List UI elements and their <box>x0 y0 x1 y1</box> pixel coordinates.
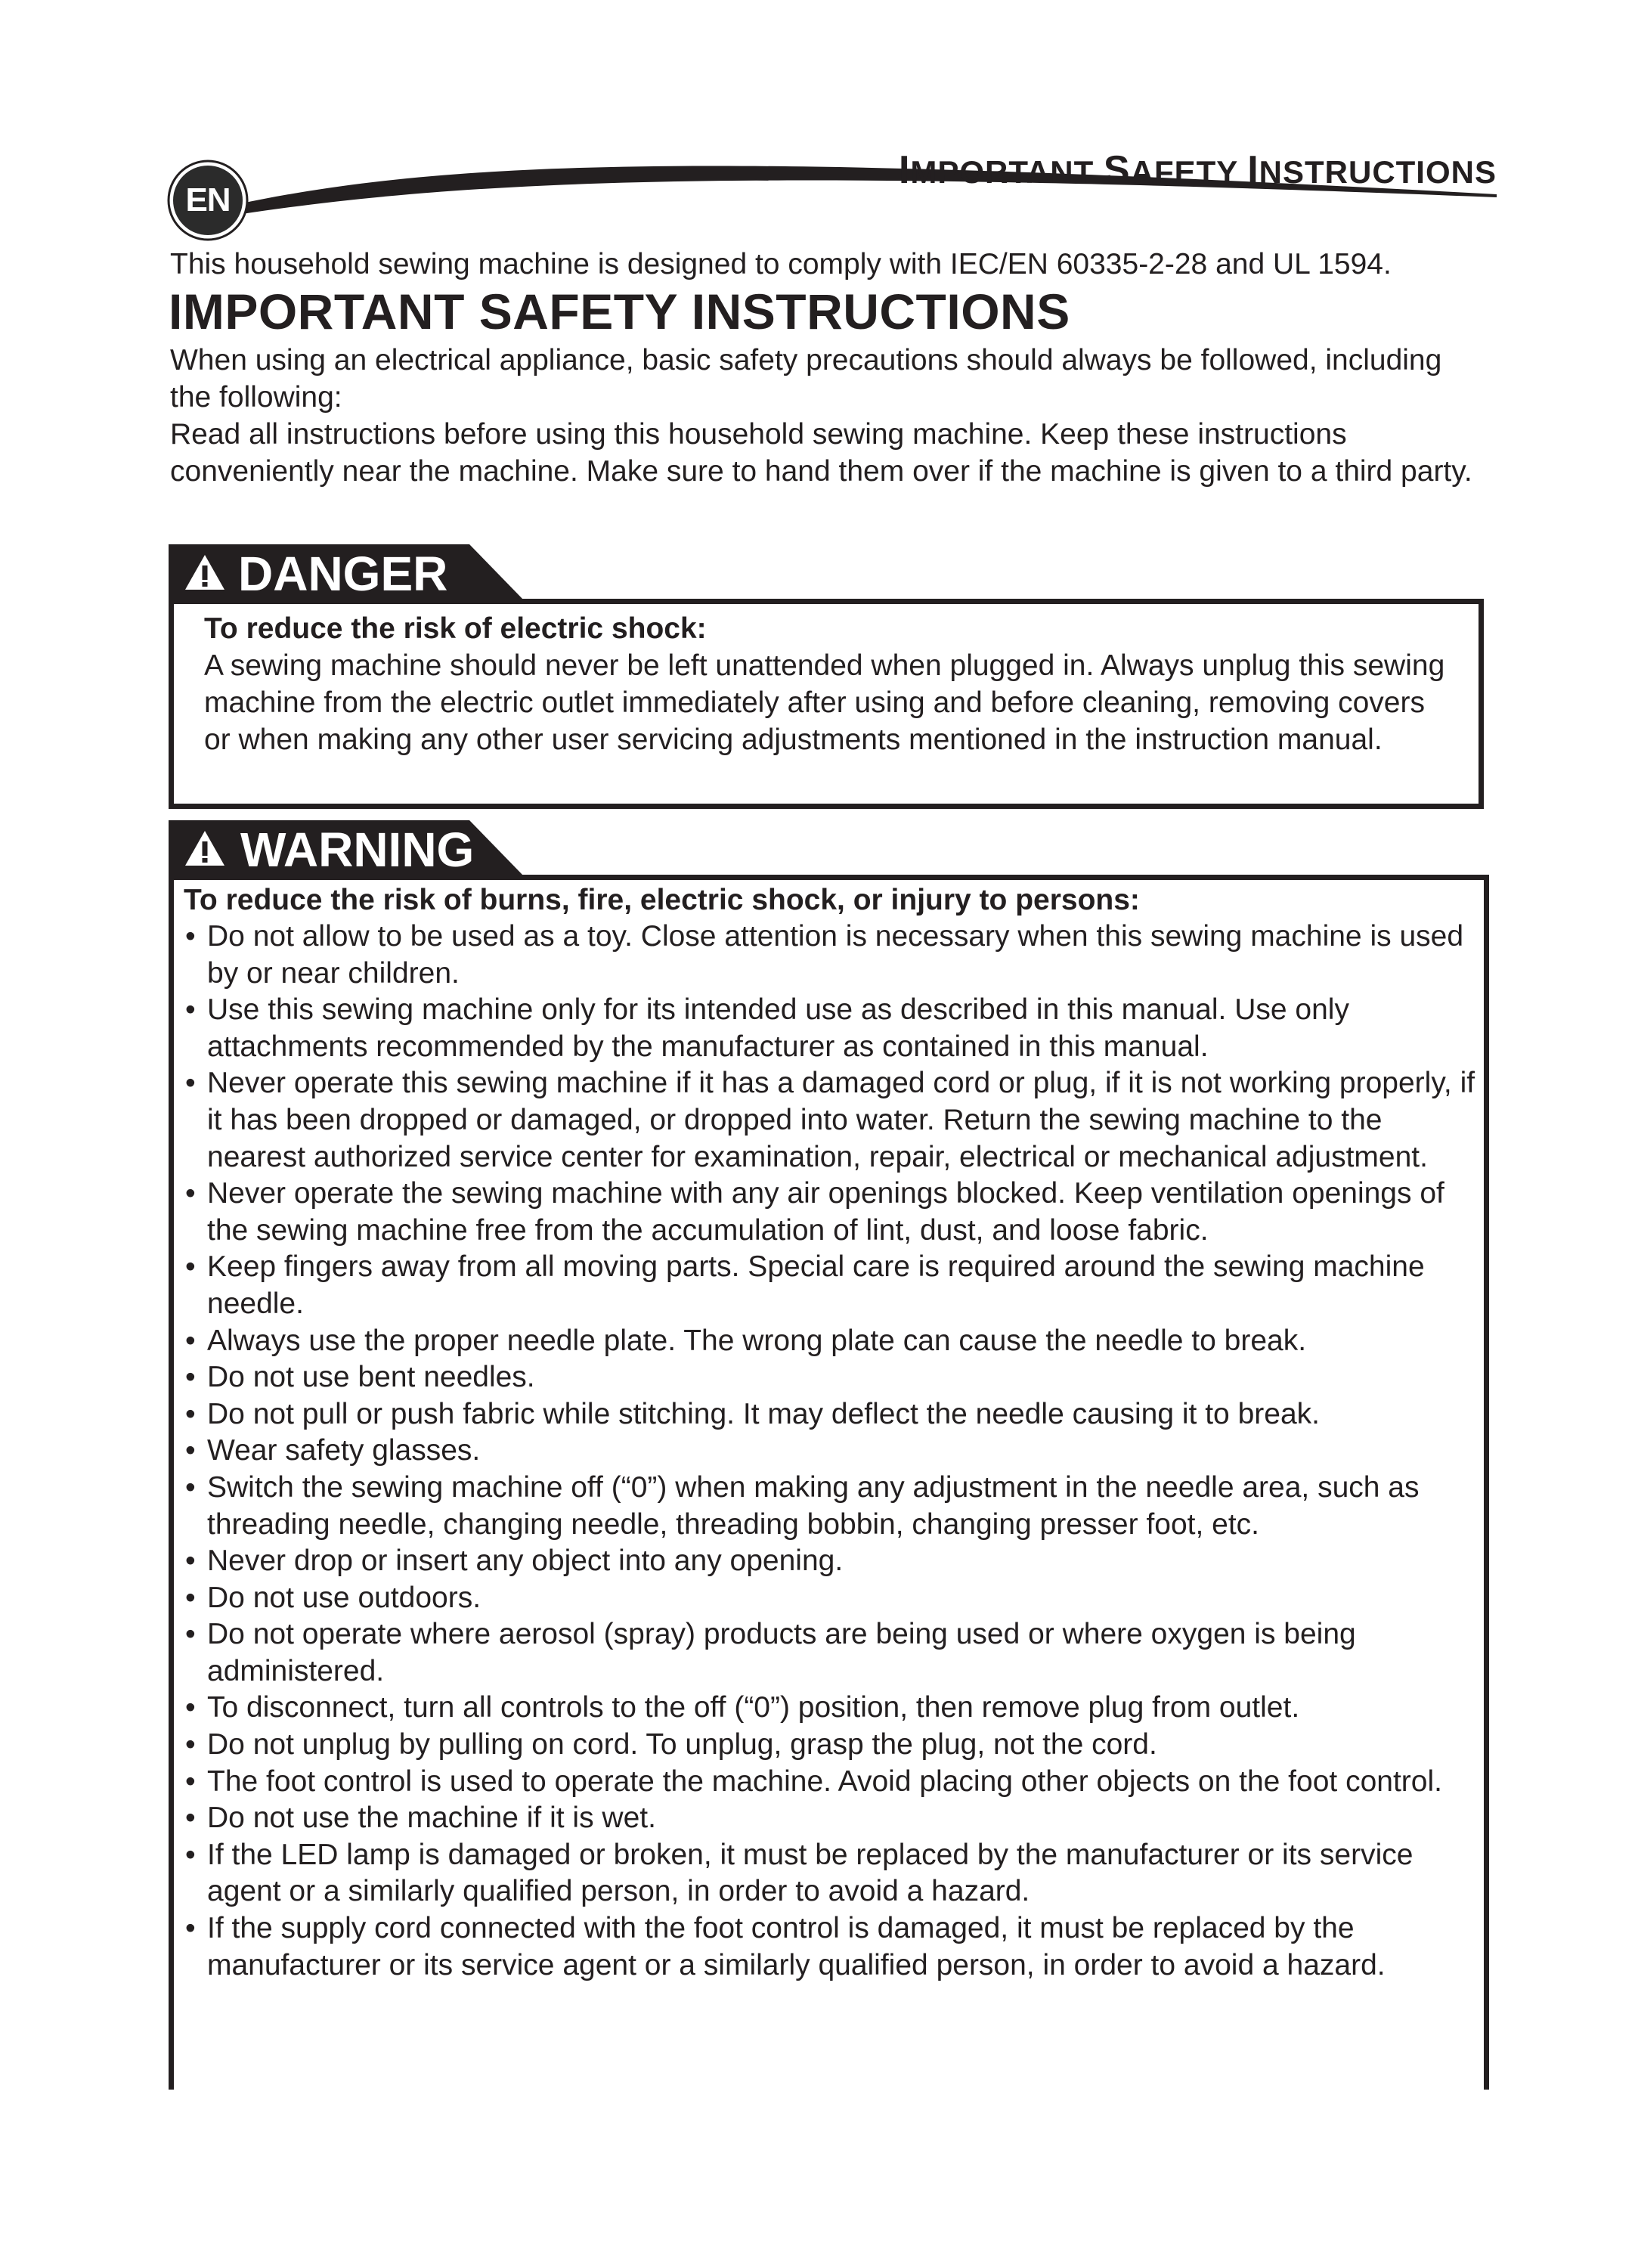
warning-list-item <box>184 1359 1478 1396</box>
warning-list-item <box>184 919 1478 992</box>
compliance-statement: This household sewing machine is designed to comply with IEC/EN 60335-2-28 and UL 1594. <box>170 248 1392 280</box>
bullet-icon: • <box>185 1838 196 1871</box>
warning-list-item <box>184 1323 1478 1360</box>
warning-item-text: Do not unplug by pulling on cord. To unplug, grasp the plug, not the cord. <box>207 1728 1157 1761</box>
page-title: IMPORTANT SAFETY INSTRUCTIONS <box>169 284 1070 339</box>
bullet-icon: • <box>185 1434 196 1467</box>
warning-list-item <box>184 1433 1478 1470</box>
warning-list-item <box>184 992 1478 1065</box>
lead-paragraphs <box>170 342 1485 490</box>
warning-list-item <box>184 1249 1478 1322</box>
warning-list-item <box>184 1396 1478 1433</box>
warning-item-text: If the LED lamp is damaged or broken, it must be replaced by the manufacturer or its service agent or a similarly qualified person, in order to avoid a hazard. <box>207 1838 1414 1908</box>
bullet-icon: • <box>185 1912 196 1945</box>
warning-item-text: Do not use bent needles. <box>207 1361 535 1394</box>
warning-item-text: Do not use the machine if it is wet. <box>207 1802 656 1835</box>
warning-triangle-icon <box>184 553 226 591</box>
warning-list-item <box>184 1690 1478 1727</box>
warning-list-item <box>184 1616 1478 1690</box>
bullet-icon: • <box>185 1618 196 1651</box>
danger-box <box>169 599 1484 809</box>
warning-item-text: Do not operate where aerosol (spray) products are being used or where oxygen is being administered. <box>207 1618 1356 1687</box>
danger-body: A sewing machine should never be left unattended when plugged in. Always unplug this sewing machine from the electric outlet immediately after using and before cleaning, removing covers or when making any other user servicing adjustments mentioned in the instruction manual. <box>204 649 1445 756</box>
warning-tab <box>169 820 524 876</box>
language-code: EN <box>185 181 231 218</box>
warning-item-text: Wear safety glasses. <box>207 1434 481 1467</box>
warning-list <box>184 919 1478 1984</box>
warning-item-text: Do not allow to be used as a toy. Close attention is necessary when this sewing machine is used by or near children. <box>207 920 1464 990</box>
bullet-icon: • <box>185 993 196 1027</box>
lead-paragraph: When using an electrical appliance, basic safety precautions should always be followed, including the following: <box>170 344 1442 414</box>
warning-item-text: Never operate the sewing machine with any air openings blocked. Keep ventilation openings of the sewing machine free from the accumulation of lint, dust, and loose fabric. <box>207 1177 1444 1247</box>
bullet-icon: • <box>185 1581 196 1614</box>
warning-item-text: Keep fingers away from all moving parts. Special care is required around the sewing machine needle. <box>207 1250 1425 1320</box>
warning-label: WARNING <box>240 823 475 877</box>
bullet-icon: • <box>185 1802 196 1835</box>
danger-heading: To reduce the risk of electric shock: <box>204 612 707 645</box>
warning-item-text: Never operate this sewing machine if it has a damaged cord or plug, if it is not working properly, if it has been dropped or damaged, or dropped into water. Return the sewing machine to the nearest authorized service center for examination, repair, electrical or mechanical adjustment. <box>207 1067 1475 1173</box>
language-badge <box>166 159 249 242</box>
bullet-icon: • <box>185 1397 196 1430</box>
warning-list-item <box>184 1065 1478 1176</box>
warning-item-text: Do not use outdoors. <box>207 1581 481 1614</box>
warning-list-item <box>184 1764 1478 1801</box>
warning-item-text: Use this sewing machine only for its intended use as described in this manual. Use only attachments recommended by the manufacturer as contained in this manual. <box>207 993 1349 1063</box>
warning-item-text: To disconnect, turn all controls to the off (“0”) position, then remove plug from outlet. <box>207 1691 1300 1724</box>
bullet-icon: • <box>185 1691 196 1724</box>
warning-list-item <box>184 1580 1478 1617</box>
bullet-icon: • <box>185 1250 196 1284</box>
danger-label: DANGER <box>238 547 448 601</box>
warning-list-item <box>184 1837 1478 1910</box>
page-header <box>166 147 1497 238</box>
bullet-icon: • <box>185 920 196 953</box>
lead-paragraph: Read all instructions before using this household sewing machine. Keep these instructions conveniently near the machine. Make sure to hand them over if the machine is given to a third party. <box>170 418 1472 488</box>
warning-list-item <box>184 1176 1478 1249</box>
warning-item-text: The foot control is used to operate the machine. Avoid placing other objects on the foot control. <box>207 1765 1442 1798</box>
warning-item-text: Switch the sewing machine off (“0”) when making any adjustment in the needle area, such as threading needle, changing needle, threading bobbin, changing presser foot, etc. <box>207 1470 1420 1541</box>
bullet-icon: • <box>185 1177 196 1210</box>
warning-list-item <box>184 1800 1478 1837</box>
bullet-icon: • <box>185 1728 196 1761</box>
warning-triangle-icon <box>184 829 226 867</box>
warning-item-text: Always use the proper needle plate. The wrong plate can cause the needle to break. <box>207 1324 1307 1357</box>
danger-tab <box>169 544 524 600</box>
bullet-icon: • <box>185 1765 196 1798</box>
bullet-icon: • <box>185 1361 196 1394</box>
bullet-icon: • <box>185 1545 196 1578</box>
header-title: IMPORTANT SAFETY INSTRUCTIONS <box>898 148 1497 192</box>
warning-item-text: Do not pull or push fabric while stitching. It may deflect the needle causing it to break. <box>207 1397 1320 1430</box>
bullet-icon: • <box>185 1470 196 1504</box>
warning-heading: To reduce the risk of burns, fire, electric shock, or injury to persons: <box>184 884 1140 916</box>
warning-list-item <box>184 1910 1478 1984</box>
warning-list-item <box>184 1727 1478 1764</box>
warning-item-text: If the supply cord connected with the foot control is damaged, it must be replaced by the manufacturer or its service agent or a similarly qualified person, in order to avoid a hazard. <box>207 1912 1386 1981</box>
warning-item-text: Never drop or insert any object into any opening. <box>207 1545 844 1578</box>
warning-list-item <box>184 1470 1478 1543</box>
bullet-icon: • <box>185 1067 196 1100</box>
warning-box <box>169 875 1489 2090</box>
warning-list-item <box>184 1543 1478 1580</box>
bullet-icon: • <box>185 1324 196 1357</box>
